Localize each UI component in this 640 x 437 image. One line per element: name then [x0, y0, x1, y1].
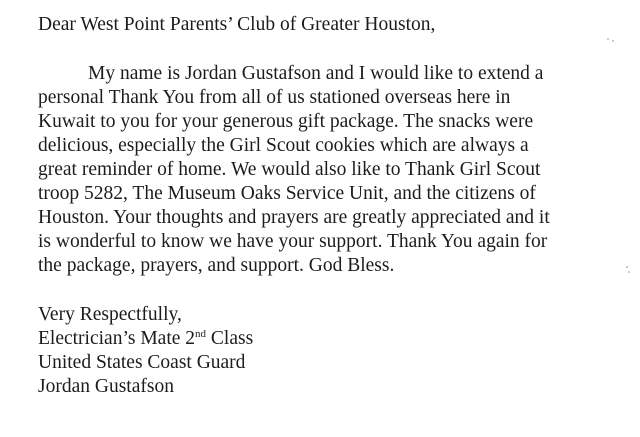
body-line: is wonderful to know we have your support. Thank You again for: [38, 231, 548, 252]
letter-body-paragraph: [38, 62, 598, 278]
signature-block: [38, 303, 253, 399]
scan-speck: [626, 266, 628, 268]
body-line: Kuwait to you for your generous gift package. The snacks were: [38, 111, 534, 132]
rank-ordinal-superscript: nd: [195, 328, 207, 340]
salutation: Dear West Point Parents’ Club of Greater Houston,: [38, 14, 436, 35]
body-line: personal Thank You from all of us stationed overseas here in: [38, 87, 511, 108]
signer-branch: United States Coast Guard: [38, 352, 246, 373]
body-line: My name is Jordan Gustafson and I would like to extend a: [88, 63, 544, 84]
scan-speck: [607, 38, 609, 40]
body-line: troop 5282, The Museum Oaks Service Unit, and the citizens of: [38, 183, 536, 204]
closing-phrase: Very Respectfully,: [38, 304, 182, 325]
scan-speck: [612, 40, 614, 42]
body-line: Houston. Your thoughts and prayers are greatly appreciated and it: [38, 207, 550, 228]
scan-speck: [628, 271, 630, 273]
rank-suffix: Class: [206, 328, 254, 349]
body-line: great reminder of home. We would also like to Thank Girl Scout: [38, 159, 541, 180]
body-line: delicious, especially the Girl Scout cookies which are always a: [38, 135, 529, 156]
rank-prefix: Electrician’s Mate 2: [38, 328, 196, 349]
signer-rank: [38, 327, 253, 351]
body-line: the package, prayers, and support. God Bless.: [38, 255, 395, 276]
signer-name: Jordan Gustafson: [38, 376, 174, 397]
